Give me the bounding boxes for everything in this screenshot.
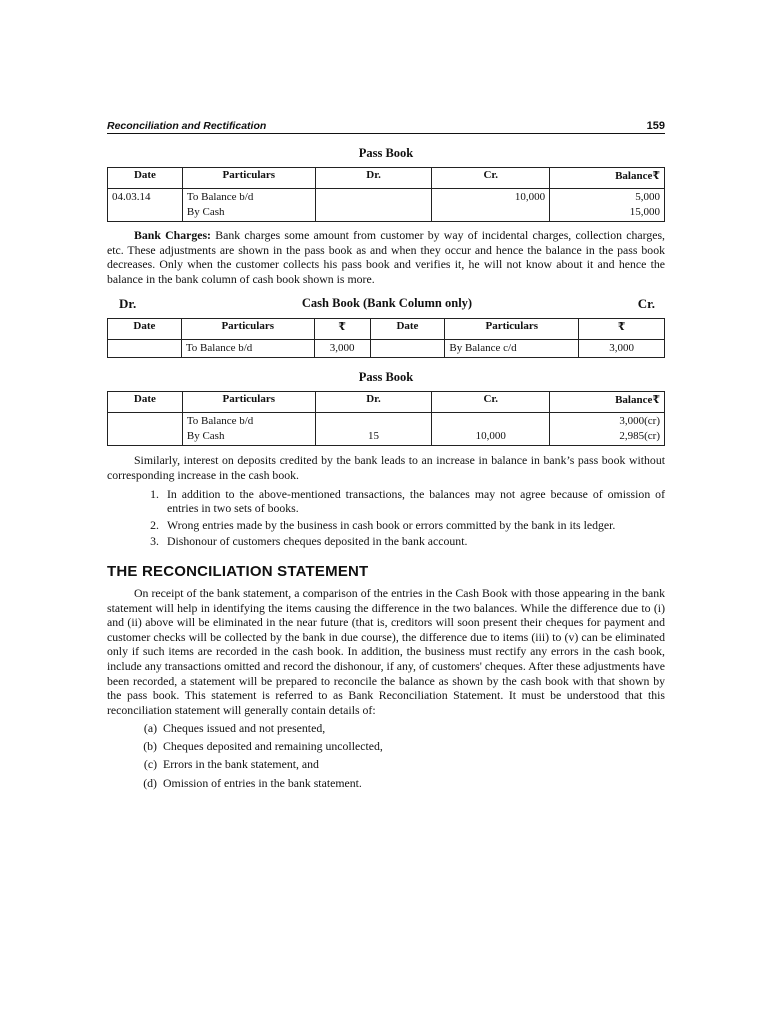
- table-row: [108, 413, 665, 446]
- list-text: Errors in the bank statement, and: [163, 757, 319, 772]
- cash-book-table: [107, 318, 665, 358]
- list-number: 3.: [150, 534, 159, 549]
- cr-line: 10,000: [475, 430, 506, 443]
- balance-cell: [550, 413, 665, 446]
- bank-charges-paragraph: [107, 228, 665, 286]
- column-header: Date: [108, 168, 183, 189]
- list-text: Dishonour of customers cheques deposited in the bank account.: [167, 534, 468, 549]
- particulars-cell: [182, 413, 315, 446]
- amount-cell: 3,000: [579, 340, 665, 358]
- balance-cell: [550, 189, 665, 222]
- page-number: 159: [646, 120, 665, 132]
- column-header: Particulars: [445, 319, 579, 340]
- list-text: Wrong entries made by the business in cash book or errors committed by the bank in its ledger.: [167, 517, 616, 532]
- particulars-cell: By Balance c/d: [445, 340, 579, 358]
- particulars-cell: To Balance b/d: [181, 340, 314, 358]
- table-header-row: [108, 319, 665, 340]
- balance-line: 2,985(cr): [619, 430, 660, 443]
- dr-cell: [315, 413, 432, 446]
- cr-line: [436, 414, 545, 429]
- column-header: Dr.: [315, 168, 432, 189]
- cr-label: Cr.: [637, 296, 655, 312]
- list-text: In addition to the above-mentioned transactions, the balances may not agree because of omission of entries in two sets of books.: [167, 486, 665, 516]
- section-heading: THE RECONCILIATION STATEMENT: [107, 562, 369, 580]
- date-cell: [108, 340, 182, 358]
- column-header: Particulars: [181, 319, 314, 340]
- column-header: Date: [108, 392, 183, 413]
- table-header-row: [108, 168, 665, 189]
- column-header: Balance₹: [550, 168, 665, 189]
- list-number: 2.: [150, 517, 159, 532]
- list-letter: (b): [143, 739, 157, 754]
- cash-book-caption: Cash Book (Bank Column only): [301, 296, 473, 311]
- list-letter: (d): [143, 775, 157, 790]
- amount-cell: 3,000: [314, 340, 370, 358]
- list-item: [107, 757, 665, 772]
- date-cell: [108, 413, 183, 446]
- cr-cell: [432, 413, 550, 446]
- list-item: [107, 487, 665, 516]
- dr-line: 15: [368, 430, 379, 443]
- pass-book-1-caption: Pass Book: [358, 146, 414, 160]
- alpha-list: [107, 721, 665, 790]
- dr-label: Dr.: [119, 296, 137, 312]
- particular-line: By Cash: [186, 206, 225, 218]
- column-header: Particulars: [182, 392, 315, 413]
- list-item: [107, 518, 665, 533]
- column-header: ₹: [579, 319, 665, 340]
- column-header: ₹: [314, 319, 370, 340]
- table-row: [108, 189, 665, 222]
- running-header: [107, 120, 665, 134]
- particular-line: To Balance b/d: [186, 415, 254, 428]
- table-header-row: [108, 392, 665, 413]
- dr-cell: [315, 189, 432, 222]
- dr-line: [320, 414, 428, 429]
- list-item: [107, 534, 665, 549]
- list-item: [107, 739, 665, 754]
- column-header: Particulars: [182, 168, 315, 189]
- date-cell: 04.03.14: [108, 189, 183, 222]
- bank-charges-lead: Bank Charges:: [134, 228, 211, 242]
- cash-book-caption-row: [119, 296, 655, 312]
- list-item: [107, 776, 665, 791]
- list-text: Cheques issued and not presented,: [163, 721, 326, 736]
- pass-book-1-table: [107, 167, 665, 222]
- balance-line: 5,000: [635, 191, 660, 203]
- date-cell: [370, 340, 445, 358]
- list-text: Omission of entries in the bank statement.: [163, 775, 362, 790]
- cr-cell: 10,000: [432, 189, 550, 222]
- particulars-cell: [182, 189, 315, 222]
- list-text: Cheques deposited and remaining uncollected,: [163, 739, 383, 754]
- pass-book-2-table: [107, 391, 665, 446]
- reconciliation-paragraph: On receipt of the bank statement, a comparison of the entries in the Cash Book with those appearing in the bank statement will help in identifying the items causing the difference in the two balances. While the difference due to (i) and (ii) above will be eliminated in the near future (that is, creditors will soon present their cheques for payment and customer checks will be collected by the bank in due course), the difference due to items (iii) to (v) can be eliminated only if such items are recorded in the cash book. In addition, the business must rectify any errors in the cash book, include any transactions omitted and record the dishonour, if any, of customers' cheques. After these adjustments have been recorded, a statement will be prepared to reconcile the balance as shown by the cash book with that shown by the pass book. This statement is referred to as Bank Reconciliation Statement. It must be understood that this reconciliation statement will generally contain details of:: [107, 585, 665, 717]
- column-header: Cr.: [432, 392, 550, 413]
- column-header: Date: [370, 319, 445, 340]
- table-row: [108, 340, 665, 358]
- list-item: [107, 721, 665, 736]
- particular-line: To Balance b/d: [186, 191, 254, 203]
- column-header: Balance₹: [550, 392, 665, 413]
- page: [107, 120, 665, 794]
- pass-book-2-caption: Pass Book: [358, 370, 414, 385]
- list-letter: (a): [143, 721, 157, 736]
- list-letter: (c): [143, 757, 157, 772]
- balance-line: 3,000(cr): [619, 415, 660, 428]
- similarly-paragraph: Similarly, interest on deposits credited by the bank leads to an increase in balance in bank’s pass book without corresponding increase in the cash book.: [107, 453, 665, 482]
- particular-line: By Cash: [186, 430, 225, 443]
- column-header: Dr.: [315, 392, 432, 413]
- bank-charges-text: Bank charges some amount from customer by way of incidental charges, collection charges, etc. These adjustments are shown in the pass book as and when they occur and hence the balance in the pass book decreases. Only when the customer collects his pass book and verifies it, he will not know about it and hence the balance in the bank column of cash book shown is more.: [107, 228, 665, 286]
- column-header: Date: [108, 319, 182, 340]
- list-number: 1.: [150, 486, 159, 501]
- column-header: Cr.: [432, 168, 550, 189]
- chapter-title: Reconciliation and Rectification: [107, 120, 267, 132]
- numbered-list: [107, 487, 665, 549]
- balance-line: 15,000: [629, 206, 660, 218]
